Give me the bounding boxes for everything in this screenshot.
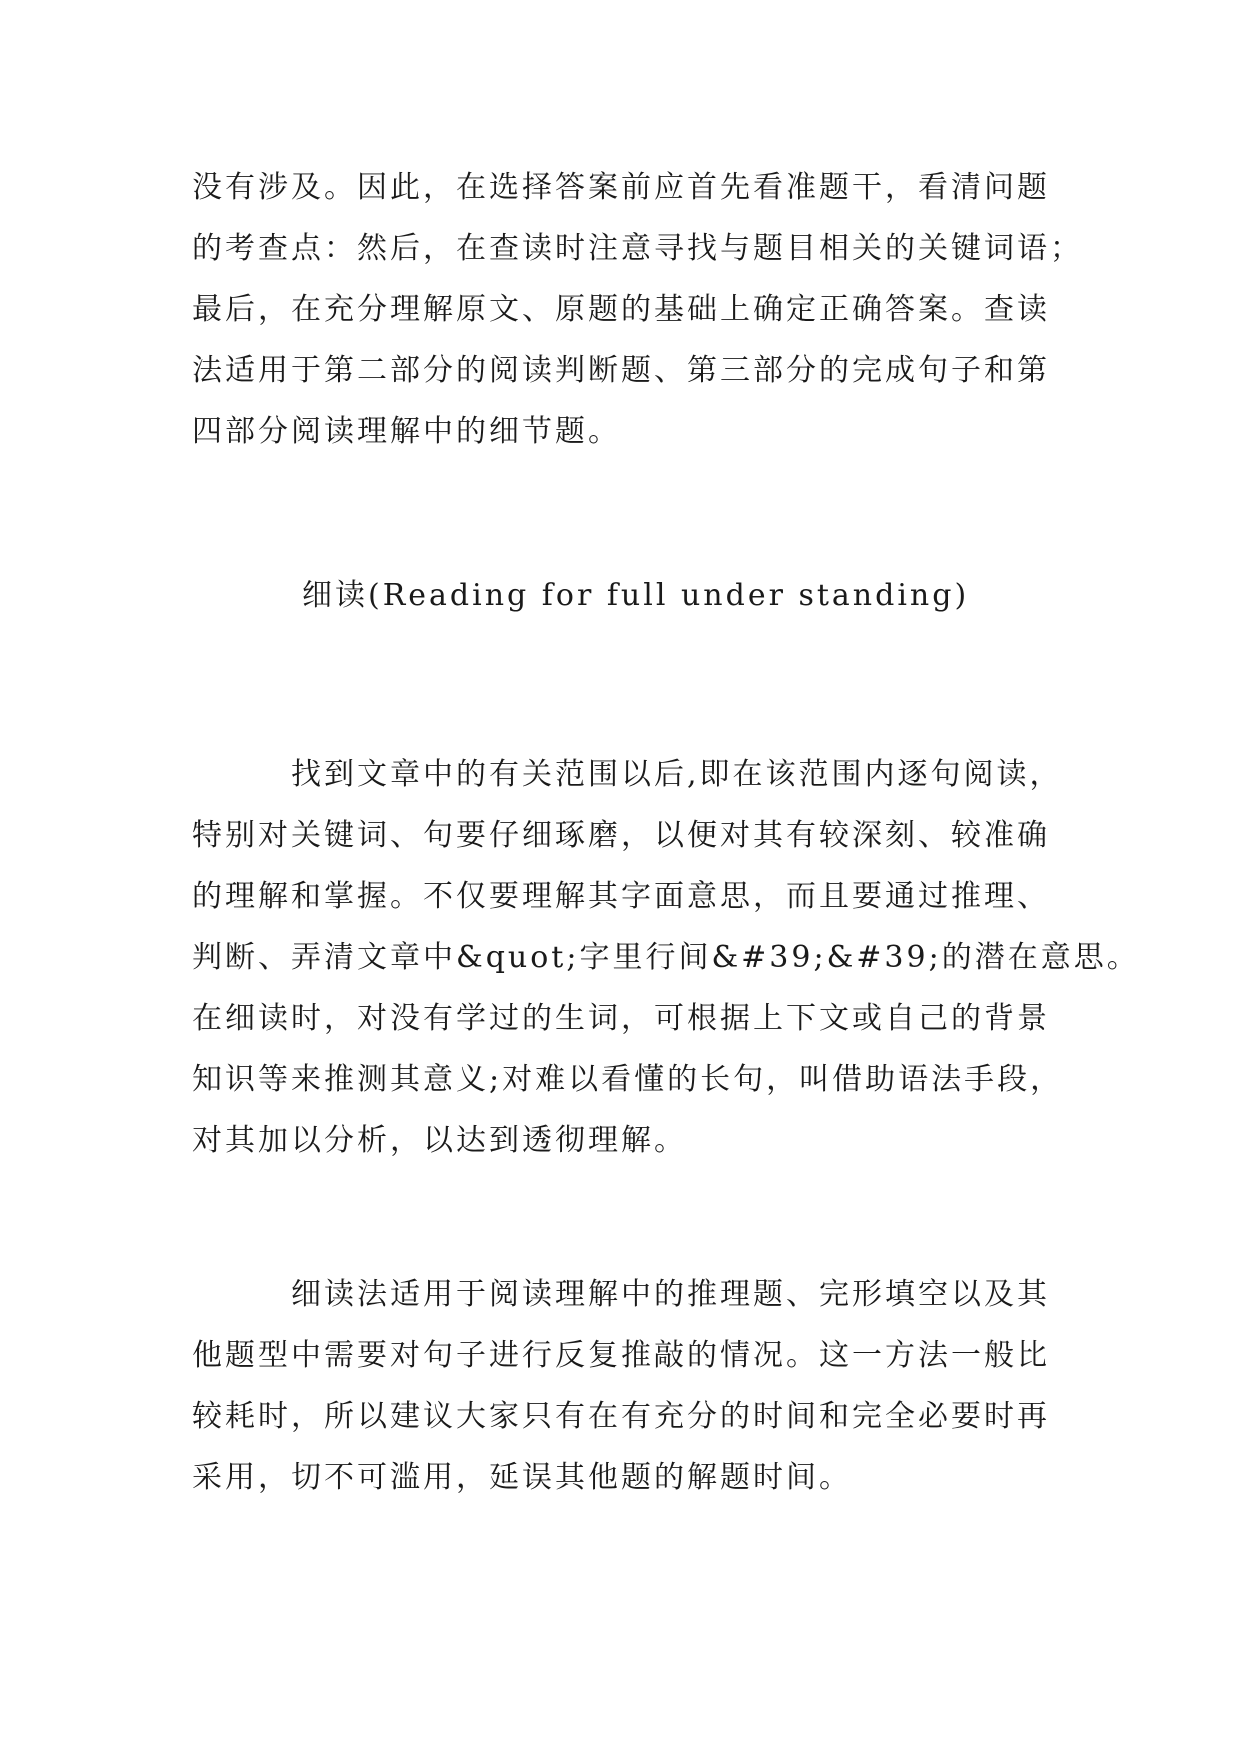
paragraph-line: 的理解和掌握。不仅要理解其字面意思，而且要通过推理、 <box>192 879 1050 914</box>
paragraph-line: 对其加以分析，以达到透彻理解。 <box>192 1123 687 1158</box>
paragraph-line: 在细读时，对没有学过的生词，可根据上下文或自己的背景 <box>192 1001 1050 1036</box>
paragraph-line: 较耗时，所以建议大家只有在有充分的时间和完全必要时再 <box>192 1399 1050 1434</box>
paragraph-line: 四部分阅读理解中的细节题。 <box>192 414 621 449</box>
paragraph-line: 的考查点：然后，在查读时注意寻找与题目相关的关键词语； <box>192 231 1083 266</box>
paragraph-query-reading-end <box>192 157 1083 462</box>
paragraph-line: 采用，切不可滥用，延误其他题的解题时间。 <box>192 1460 852 1495</box>
paragraph-line: 最后，在充分理解原文、原题的基础上确定正确答案。查读 <box>192 292 1050 327</box>
paragraph-line: 法适用于第二部分的阅读判断题、第三部分的完成句子和第 <box>192 353 1050 388</box>
paragraph-line: 判断、弄清文章中&quot;字里行间&#39;&#39;的潜在意思。 <box>192 940 1140 975</box>
paragraph-detailed-reading <box>192 744 1140 1171</box>
section-heading: 细读(Reading for full under standing) <box>302 578 970 613</box>
paragraph-line: 没有涉及。因此，在选择答案前应首先看准题干，看清问题 <box>192 170 1050 205</box>
paragraph-line: 细读法适用于阅读理解中的推理题、完形填空以及其 <box>192 1277 1050 1312</box>
paragraph-line: 他题型中需要对句子进行反复推敲的情况。这一方法一般比 <box>192 1338 1050 1373</box>
paragraph-line: 特别对关键词、句要仔细琢磨，以便对其有较深刻、较准确 <box>192 818 1050 853</box>
paragraph-line: 找到文章中的有关范围以后,即在该范围内逐句阅读， <box>192 757 1063 792</box>
paragraph-line: 知识等来推测其意义;对难以看懂的长句，叫借助语法手段， <box>192 1062 1064 1097</box>
paragraph-detailed-reading-usage <box>192 1264 1062 1508</box>
